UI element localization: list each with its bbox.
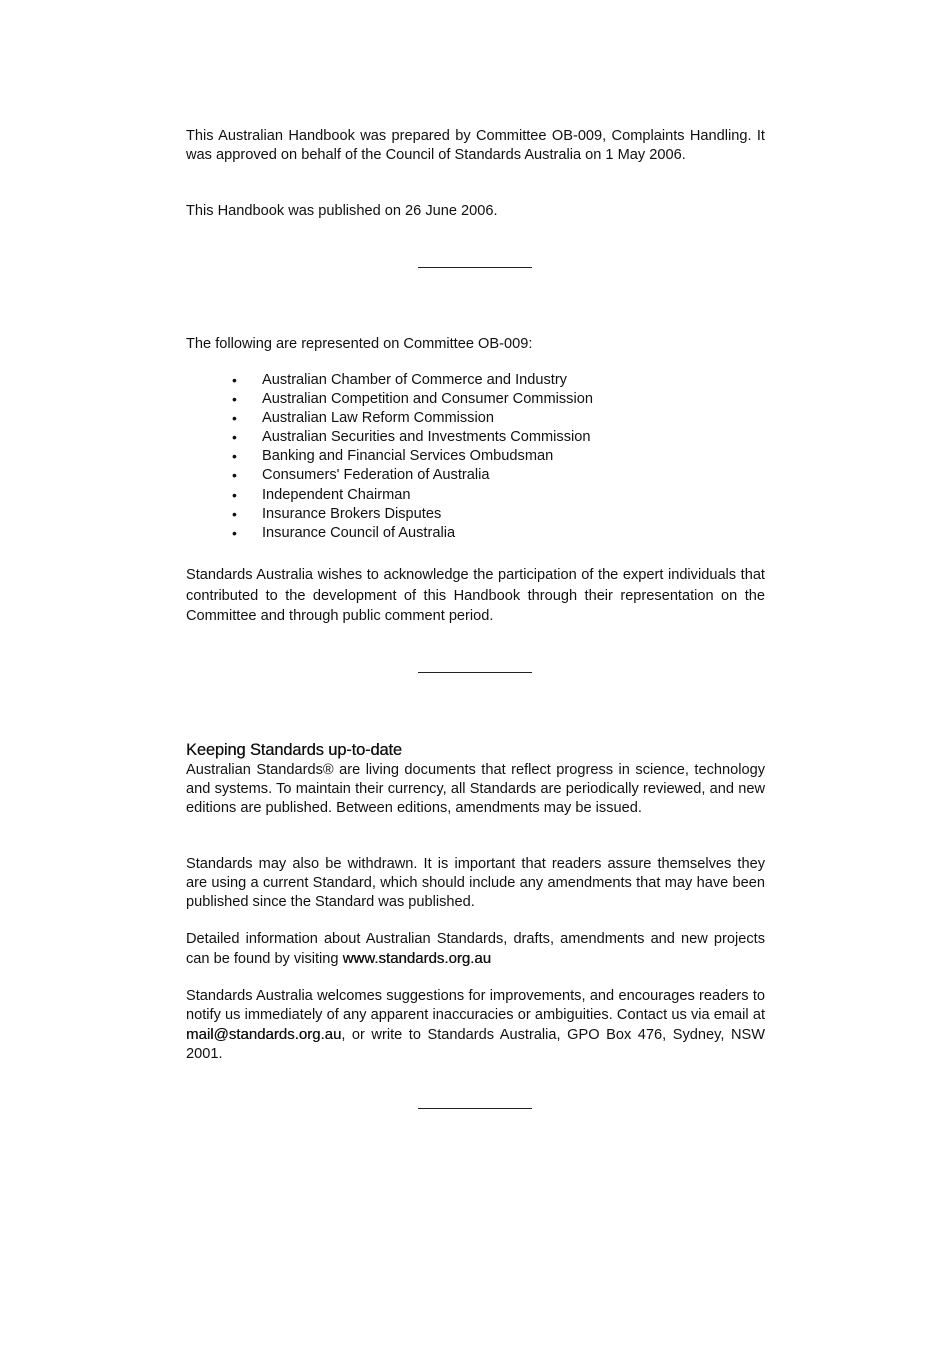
member-item [186, 524, 765, 543]
publication-text: This Handbook was published on 26 June 2006. [186, 203, 498, 219]
committee-intro [186, 335, 765, 354]
member-name: Banking and Financial Services Ombudsman [262, 448, 554, 465]
member-item [186, 409, 765, 428]
bullet-icon: • [232, 505, 237, 522]
publication-statement [186, 202, 765, 221]
member-item [186, 466, 765, 485]
withdrawn-paragraph [186, 855, 765, 912]
member-name: Insurance Council of Australia [262, 524, 456, 541]
detailed-info-text [186, 930, 765, 969]
living-documents-text: Australian Standards® are living documents that reflect progress in science, technology and systems. To maintain their currency, all Standards are periodically reviewed, and new editions are published. Between editions, amendments may be issued. [186, 762, 765, 816]
section-divider [418, 672, 532, 673]
contact-body-after: , or write to Standards Australia, GPO Box 476, Sydney, NSW 2001. [186, 1027, 765, 1062]
bullet-icon: • [232, 467, 237, 484]
member-item [186, 505, 765, 524]
committee-members-list [186, 371, 765, 543]
section-divider [418, 1108, 532, 1109]
bullet-icon: • [232, 486, 237, 503]
bullet-icon: • [232, 391, 237, 408]
bullet-icon: • [232, 429, 237, 446]
keeping-standards-heading-block [186, 740, 765, 760]
member-name: Australian Competition and Consumer Commission [262, 391, 593, 408]
bullet-icon: • [232, 372, 237, 388]
section-divider [418, 267, 532, 268]
members-list [186, 371, 765, 543]
keeping-standards-heading: Keeping Standards up-to-date [186, 741, 402, 759]
acknowledgement [186, 565, 765, 627]
contact-paragraph [186, 987, 765, 1064]
member-name: Australian Law Reform Commission [262, 410, 494, 427]
detailed-info-body: Detailed information about Australian Standards, drafts, amendments and new projects can be found by visiting [186, 931, 765, 967]
withdrawn-text: Standards may also be withdrawn. It is important that readers assure themselves they are using a current Standard, which should include any amendments that may have been published since the Standard was published. [186, 856, 765, 910]
member-item [186, 486, 765, 505]
preparation-text: This Australian Handbook was prepared by Committee OB-009, Complaints Handling. It was approved on behalf of the Council of Standards Australia on 1 May 2006. [186, 128, 765, 163]
contact-email-link[interactable]: mail@standards.org.au [186, 1026, 342, 1043]
member-item [186, 447, 765, 466]
bullet-icon: • [232, 524, 237, 541]
living-documents-paragraph [186, 761, 765, 818]
standards-website-link[interactable]: www.standards.org.au [342, 950, 491, 967]
member-name: Insurance Brokers Disputes [262, 505, 442, 522]
preparation-statement [186, 127, 765, 165]
contact-text [186, 987, 765, 1064]
committee-intro-text: The following are represented on Committee OB-009: [186, 336, 533, 352]
member-name: Australian Securities and Investments Commission [262, 429, 591, 446]
detailed-info-paragraph [186, 930, 765, 969]
acknowledgement-text: Standards Australia wishes to acknowledge the participation of the expert individuals that contributed to the development of this Handbook through their representation on the Committee and through public comment period. [186, 567, 765, 624]
member-name: Independent Chairman [262, 486, 411, 503]
member-name: Consumers' Federation of Australia [262, 467, 490, 484]
member-name: Australian Chamber of Commerce and Industry [262, 372, 567, 388]
member-item [186, 371, 765, 390]
contact-body-before: Standards Australia welcomes suggestions for improvements, and encourages readers to notify us immediately of any apparent inaccuracies or ambiguities. Contact us via email at [186, 988, 765, 1023]
bullet-icon: • [232, 448, 237, 465]
member-item [186, 428, 765, 447]
member-item [186, 390, 765, 409]
bullet-icon: • [232, 410, 237, 427]
